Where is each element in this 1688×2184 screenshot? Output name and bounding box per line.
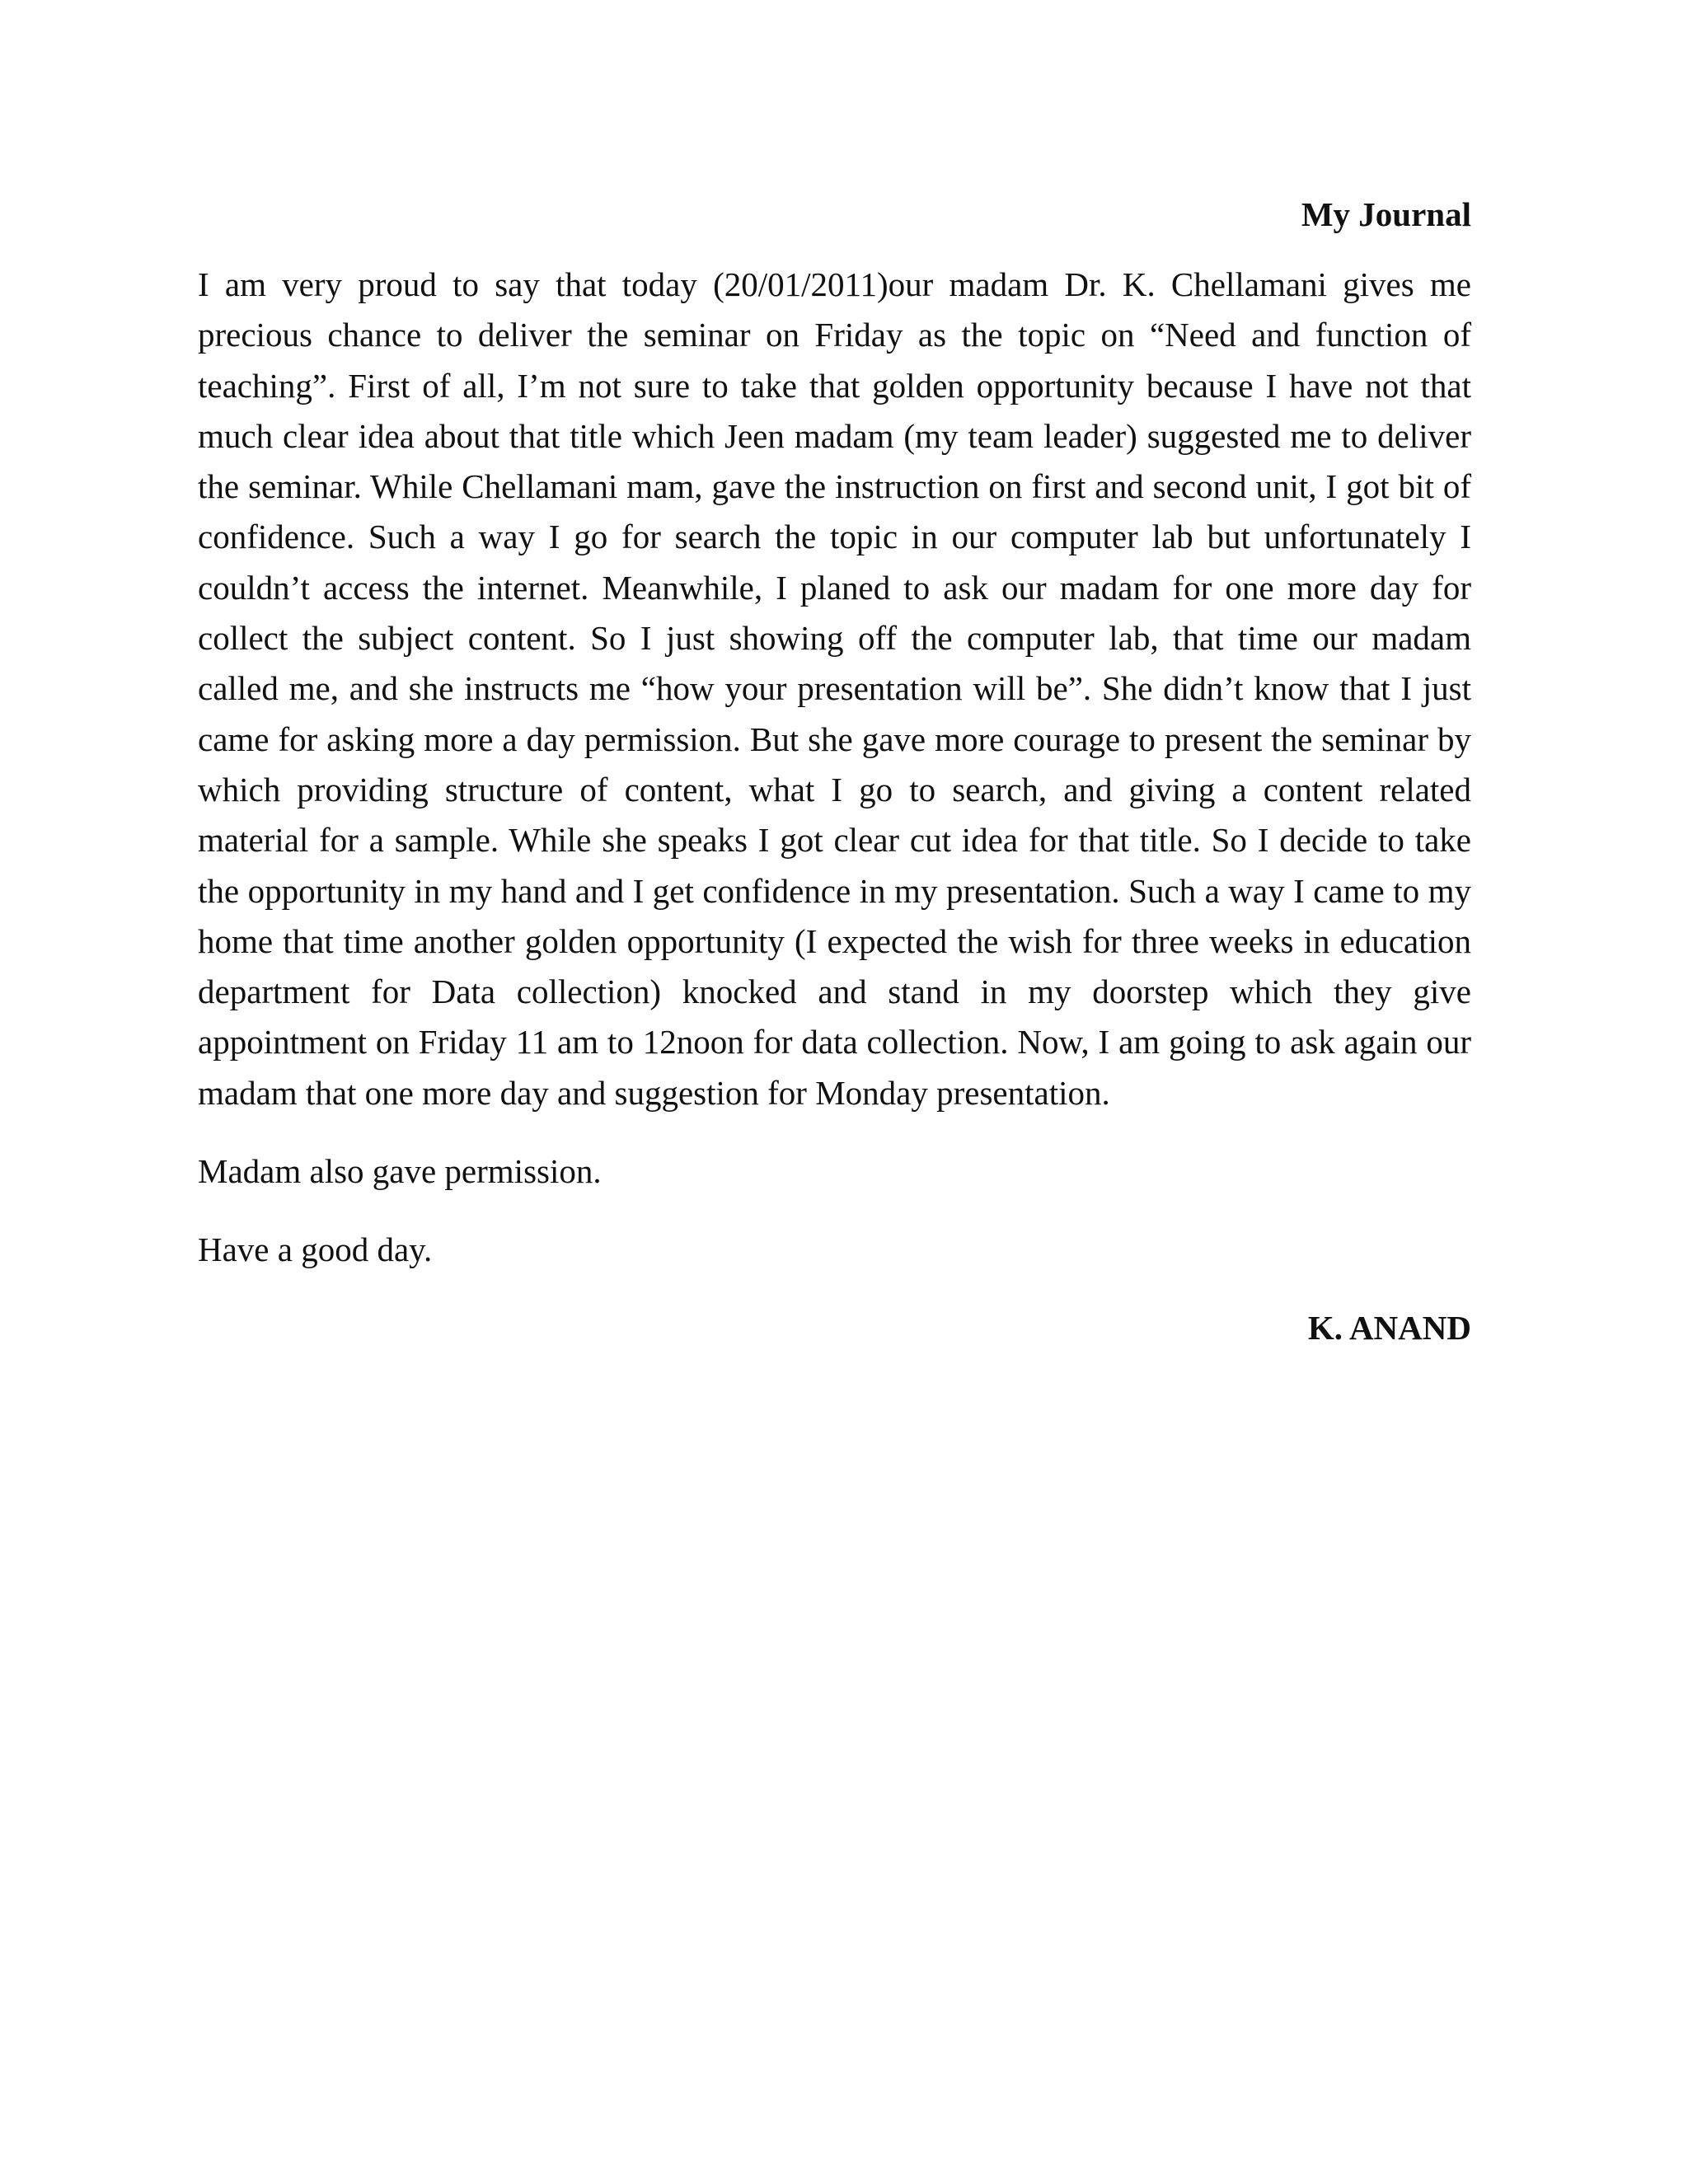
closing-line: Have a good day. [198, 1230, 433, 1269]
author-signature: K. ANAND [1307, 1309, 1471, 1347]
page-title: My Journal [1301, 195, 1471, 233]
journal-page [198, 190, 1471, 1353]
permission-line: Madam also gave permission. [198, 1152, 602, 1191]
journal-body-paragraph: I am very proud to say that today (20/01/2011)our madam Dr. K. Chellamani gives me precious chance to deliver the seminar on Friday as the topic on “Need and function of teaching”. First of all, I’m not sure to take that golden opportunity because I have not that much clear idea about that title which Jeen madam (my team leader) suggested me to deliver the seminar. While Chellamani mam, gave the instruction on first and second unit, I got bit of confidence. Such a way I go for search the topic in our computer lab but unfortunately I couldn’t access the internet. Meanwhile, I planed to ask our madam for one more day for collect the subject content. So I just showing off the computer lab, that time our madam called me, and she instructs me “how your presentation will be”. She didn’t know that I just came for asking more a day permission. But she gave more courage to present the seminar by which providing structure of content, what I go to search, and giving a content related material for a sample. While she speaks I got clear cut idea for that title. So I decide to take the opportunity in my hand and I get confidence in my presentation. Such a way I came to my home that time another golden opportunity (I expected the wish for three weeks in education department for Data collection) knocked and stand in my doorstep which they give appointment on Friday 11 am to 12noon for data collection. Now, I am going to ask again our madam that one more day and suggestion for Monday presentation. [198, 265, 1471, 1112]
